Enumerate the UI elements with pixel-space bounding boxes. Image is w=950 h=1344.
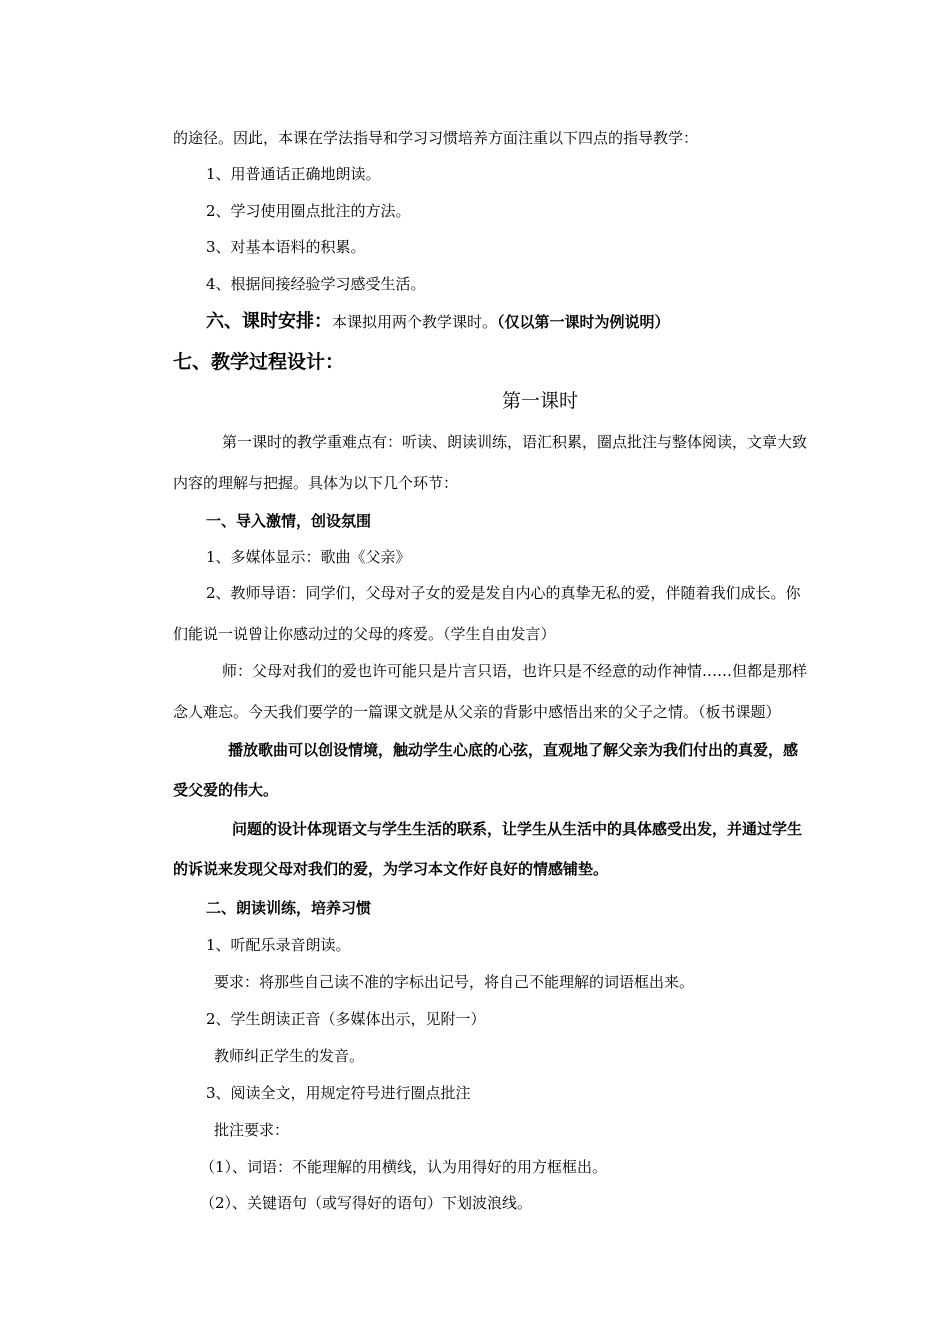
list-item: （2）、关键语句（或写得好的语句）下划波浪线。 [200, 1194, 533, 1212]
paragraph-line: 2、教师导语：同学们，父母对子女的爱是发自内心的真挚无私的爱，伴随着我们成长。你 [206, 584, 801, 602]
part-one-heading: 一、导入激情，创设氛围 [206, 512, 372, 530]
part-two-heading: 二、朗读训练，培养习惯 [206, 899, 372, 917]
list-item: 1、多媒体显示：歌曲《父亲》 [206, 548, 411, 566]
list-item: 2、学生朗读正音（多媒体出示，见附一） [206, 1010, 486, 1028]
design-note: 播放歌曲可以创设情境，触动学生心底的心弦，直观地了解父亲为我们付出的真爱，感 [228, 741, 799, 759]
paragraph-line: 教师纠正学生的发音。 [214, 1047, 365, 1065]
list-item: （1）、词语：不能理解的用横线，认为用得好的用方框框出。 [200, 1158, 608, 1176]
list-item: 1、用普通话正确地朗读。 [206, 165, 381, 183]
list-item: 3、对基本语料的积累。 [206, 238, 366, 256]
paragraph-line: 们能说一说曾让你感动过的父母的疼爱。（学生自由发言） [173, 625, 556, 643]
paragraph-line: 的途径。因此，本课在学法指导和学习习惯培养方面注重以下四点的指导教学： [173, 129, 699, 147]
section-seven-heading: 七、教学过程设计： [173, 351, 345, 373]
section-six-text: 本课拟用两个教学课时。 [332, 313, 498, 331]
design-note: 受父爱的伟大。 [173, 781, 279, 799]
paragraph-line: 要求：将那些自己读不准的字标出记号，将自己不能理解的词语框出来。 [214, 973, 695, 991]
paragraph-line: 批注要求： [214, 1121, 290, 1139]
lesson-title: 第一课时 [501, 390, 578, 412]
section-six-title: 六、课时安排： [206, 311, 332, 332]
list-item: 3、阅读全文，用规定符号进行圈点批注 [206, 1084, 471, 1102]
paragraph-line: 师：父母对我们的爱也许可能只是片言只语，也许只是不经意的动作神情……但都是那样 [222, 662, 808, 680]
design-note: 问题的设计体现语文与学生生活的联系，让学生从生活中的具体感受出发，并通过学生 [232, 820, 803, 838]
list-item: 1、听配乐录音朗读。 [206, 936, 351, 954]
section-six-heading [206, 312, 670, 332]
paragraph-line: 内容的理解与把握。具体为以下几个环节： [173, 474, 459, 492]
list-item: 4、根据间接经验学习感受生活。 [206, 275, 426, 293]
paragraph-line: 念人难忘。今天我们要学的一篇课文就是从父亲的背影中感悟出来的父子之情。（板书课题） [173, 703, 781, 721]
list-item: 2、学习使用圈点批注的方法。 [206, 202, 411, 220]
design-note: 的诉说来发现父母对我们的爱，为学习本文作好良好的情感铺垫。 [173, 860, 609, 878]
paragraph-line: 第一课时的教学重难点有：听读、朗读训练，语汇积累，圈点批注与整体阅读，文章大致 [222, 433, 808, 451]
section-six-note: （仅以第一课时为例说明） [497, 313, 670, 331]
